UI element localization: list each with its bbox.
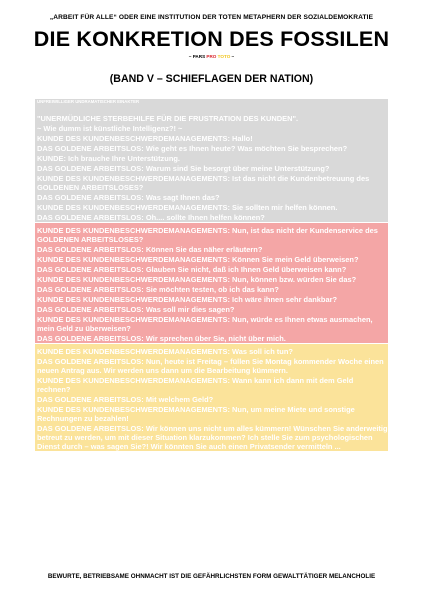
series-subtitle: „ARBEIT FÜR ALLE“ ODER EINE INSTITUTION DER TOTEN METAPHERN DER SOZIALDEMOKRATIE bbox=[49, 14, 374, 21]
dialogue-line: DAS GOLDENE ARBEITSLOS: Wir können uns nicht um alles kümmern! Wünschen Sie anderweitig betreut zu werden, um mit dieser Situation klarzukommen? Ich stelle Sie zum psychologischen Dienst durch – was sagen Sie?! Wir könnten Sie auch einen Privatsender vermitteln ... bbox=[37, 424, 388, 451]
dialogue-block-red bbox=[35, 223, 388, 343]
dialogue-line: DAS GOLDENE ARBEITSLOS: Warum sind Sie besorgt über meine Unterstützung? bbox=[35, 164, 388, 173]
footer-motto: BEWURTE, BETRIEBSAME OHNMACHT IST DIE GEFÄHRLICHSTEN FORM GEWALTTÄTIGER MELANCHOLIE bbox=[47, 573, 376, 580]
dialogue-line: KUNDE DES KUNDENBESCHWERDEMANAGEMENTS: Ist das nicht die Kundenbetreuung des GOLDENEN ARBEITSLOSES? bbox=[35, 174, 388, 192]
dialogue-line: DAS GOLDENE ARBEITSLOS: Oh.... sollte Ihnen helfen können? bbox=[35, 213, 388, 222]
dialogue-line: DAS GOLDENE ARBEITSLOS: Können Sie das näher erläutern? bbox=[35, 245, 388, 254]
dialogue-line: KUNDE DES KUNDENBESCHWERDEMANAGEMENTS: Wann kann ich dann mit dem Geld rechnen? bbox=[35, 376, 388, 394]
dialogue-line: KUNDE DES KUNDENBESCHWERDEMANAGEMENTS: Nun, können bzw. würden Sie das? bbox=[35, 275, 388, 284]
dialogue-line: DAS GOLDENE ARBEITSLOS: Mit welchem Geld? bbox=[35, 395, 388, 404]
dialogue-line: DAS GOLDENE ARBEITSLOS: Wie geht es Ihnen heute? Was möchten Sie besprechen? bbox=[35, 144, 388, 153]
dialogue-line: KUNDE DES KUNDENBESCHWERDEMANAGEMENTS: Hallo! bbox=[35, 134, 388, 143]
dialogue-line: DAS GOLDENE ARBEITSLOS: Sie möchten testen, ob ich das kann? bbox=[35, 285, 388, 294]
dialogue-line: KUNDE DES KUNDENBESCHWERDEMANAGEMENTS: Sie sollten mir helfen können. bbox=[35, 203, 388, 212]
dialogue-line: DAS GOLDENE ARBEITSLOS: Was soll mir dies sagen? bbox=[35, 305, 388, 314]
volume-heading: (BAND V – SCHIEFLAGEN DER NATION) bbox=[109, 73, 314, 85]
dialogue-section bbox=[35, 99, 388, 452]
dialogue-block-gray bbox=[35, 111, 388, 222]
dialogue-line: KUNDE DES KUNDENBESCHWERDEMANAGEMENTS: Nun, ist das nicht der Kundenservice des GOLDENEN ARBEITSLOSES? bbox=[35, 226, 388, 244]
pars-right: ~ bbox=[231, 54, 235, 59]
dialogue-line: DAS GOLDENE ARBEITSLOS: Glauben Sie nicht, daß ich Ihnen Geld überweisen kann? bbox=[35, 265, 388, 274]
dialogue-line: KUNDE: Ich brauche Ihre Unterstützung. bbox=[35, 154, 388, 163]
page-title: DIE KONKRETION DES FOSSILEN bbox=[33, 27, 390, 51]
dialogue-line: DAS GOLDENE ARBEITSLOS: Nun, heute ist Freitag – füllen Sie Montag kommender Woche einen neuen Antrag aus. Wir werden uns dann um die Bearbeitung kümmern. bbox=[35, 357, 388, 375]
dialogue-block-yellow bbox=[35, 344, 388, 451]
dialogue-line: KUNDE DES KUNDENBESCHWERDEMANAGEMENTS: Ich wäre ihnen sehr dankbar? bbox=[35, 295, 388, 304]
dialogue-line: "UNERMÜDLICHE STERBEHILFE FÜR DIE FRUSTRATION DES KUNDEN". bbox=[35, 114, 388, 123]
dialogue-line: KUNDE DES KUNDENBESCHWERDEMANAGEMENTS: Nun, würde es Ihnen etwas ausmachen, mein Geld zu überweisen? bbox=[35, 315, 388, 333]
dialogue-line: DAS GOLDENE ARBEITSLOS: Was sagt Ihnen das? bbox=[35, 193, 388, 202]
dialogue-line: KUNDE DES KUNDENBESCHWERDEMANAGEMENTS: Was soll ich tun? bbox=[35, 347, 388, 356]
dialogue-line: DAS GOLDENE ARBEITSLOS: Wir sprechen über Sie, nicht über mich. bbox=[35, 334, 388, 343]
pars-toto: TOTO bbox=[217, 54, 231, 59]
pars-pro-toto-line bbox=[0, 54, 423, 59]
pars-pro: PRO bbox=[206, 54, 217, 59]
section-label: UNFREIWILLIGER UNDRAMATISCHER EINAKTER bbox=[35, 99, 388, 111]
pars-left: ~ PARS bbox=[188, 54, 206, 59]
dialogue-line: KUNDE DES KUNDENBESCHWERDEMANAGEMENTS: Nun, um meine Miete und sonstige Rechnungen zu bezahlen! bbox=[35, 405, 388, 423]
dialogue-line: KUNDE DES KUNDENBESCHWERDEMANAGEMENTS: Können Sie mein Geld überweisen? bbox=[35, 255, 388, 264]
dialogue-line: ~ Wie dumm ist künstliche Intelligenz?! ~ bbox=[35, 124, 388, 133]
